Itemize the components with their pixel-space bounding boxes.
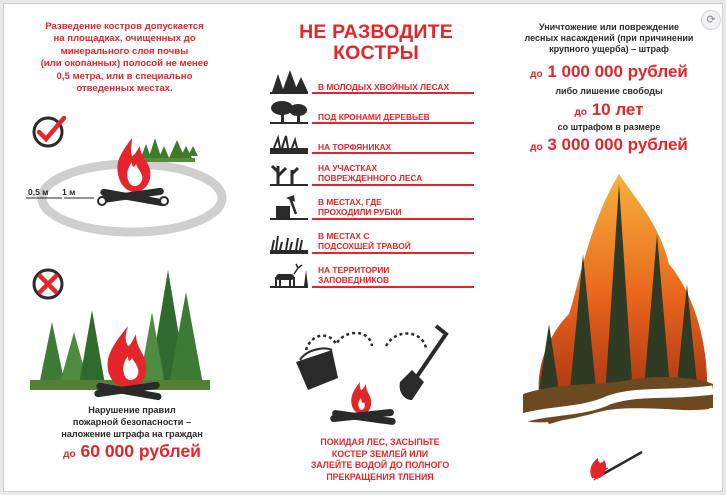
tree-stump-axe-icon (268, 194, 310, 222)
extra-fine-amount: до 3 000 000 рублей (530, 135, 688, 154)
fire-safety-fine-amount: до 60 000 рублей (63, 441, 201, 461)
prohibited-item: НА УЧАСТКАХ ПОВРЕЖДЕННОГО ЛЕСА (266, 160, 476, 190)
prohibited-item: В МОЛОДЫХ ХВОЙНЫХ ЛЕСАХ (266, 68, 476, 98)
fire-safety-fine-text: Нарушение правил пожарной безопасности – наложение штрафа на граждан (61, 405, 203, 439)
forbidden-campfire-illustration (18, 262, 223, 404)
peat-bog-icon (268, 128, 310, 156)
distance-label-outer: 1 м (62, 187, 76, 197)
shovel-icon (400, 326, 446, 400)
check-mark-icon (34, 118, 64, 146)
extra-fine-label: со штрафом в размере (557, 122, 661, 132)
extinguish-fire-illustration (286, 320, 472, 432)
forbidden-flame-icon (108, 326, 147, 388)
deer-reserve-icon (268, 262, 310, 290)
forest-damage-text: Уничтожение или повреждение лесных насаждений (при причинении крупного ущерба) – штраф (524, 22, 694, 54)
cross-mark-icon (34, 270, 62, 298)
prohibited-item: НА ТЕРРИТОРИИ ЗАПОВЕДНИКОВ (266, 262, 476, 292)
dry-grass-icon (268, 228, 310, 256)
burning-forest-illustration (509, 164, 714, 439)
prohibited-item: В МЕСТАХ, ГДЕ ПРОХОДИЛИ РУБКИ (266, 194, 476, 224)
burning-match-icon (586, 444, 650, 484)
allowed-campfire-illustration (22, 112, 237, 244)
prohibited-item: ПОД КРОНАМИ ДЕРЕВЬЕВ (266, 98, 476, 128)
young-conifers-icon (268, 68, 310, 96)
prohibited-item: В МЕСТАХ С ПОДСОХШЕЙ ТРАВОЙ (266, 228, 476, 258)
distance-label-inner: 0,5 м (28, 187, 49, 197)
campfire-rule-text: Разведение костров допускается на площадках, очищенных до минерального слоя почвы (или окопанных) полосой не менее 0,5 метра, или в специально отведенных местах. (40, 21, 209, 95)
prison-label: либо лишение свободы (555, 86, 663, 96)
page-title: НЕ РАЗВОДИТЕ КОСТРЫ (299, 21, 453, 64)
poster (3, 3, 723, 492)
prohibited-item: НА ТОРФЯНИКАХ (266, 128, 476, 158)
prison-term: до 10 лет (574, 100, 644, 119)
water-arc (306, 333, 372, 350)
bucket-icon (296, 348, 338, 390)
extinguish-instruction-text: ПОКИДАЯ ЛЕС, ЗАСЫПЬТЕ КОСТЕР ЗЕМЛЕЙ ИЛИ ЗАЛЕЙТЕ ВОДОЙ ДО ПОЛНОГО ПРЕКРАЩЕНИЯ ТЛЕНИЯ (310, 437, 450, 482)
small-flame-icon (351, 382, 371, 414)
refresh-icon[interactable]: ⟳ (701, 10, 721, 30)
tree-crowns-icon (268, 98, 310, 126)
ground-plants (137, 138, 198, 162)
forest-damage-fine: до 1 000 000 рублей (530, 62, 688, 81)
damaged-forest-icon (268, 160, 310, 188)
soil-arc (386, 333, 426, 348)
